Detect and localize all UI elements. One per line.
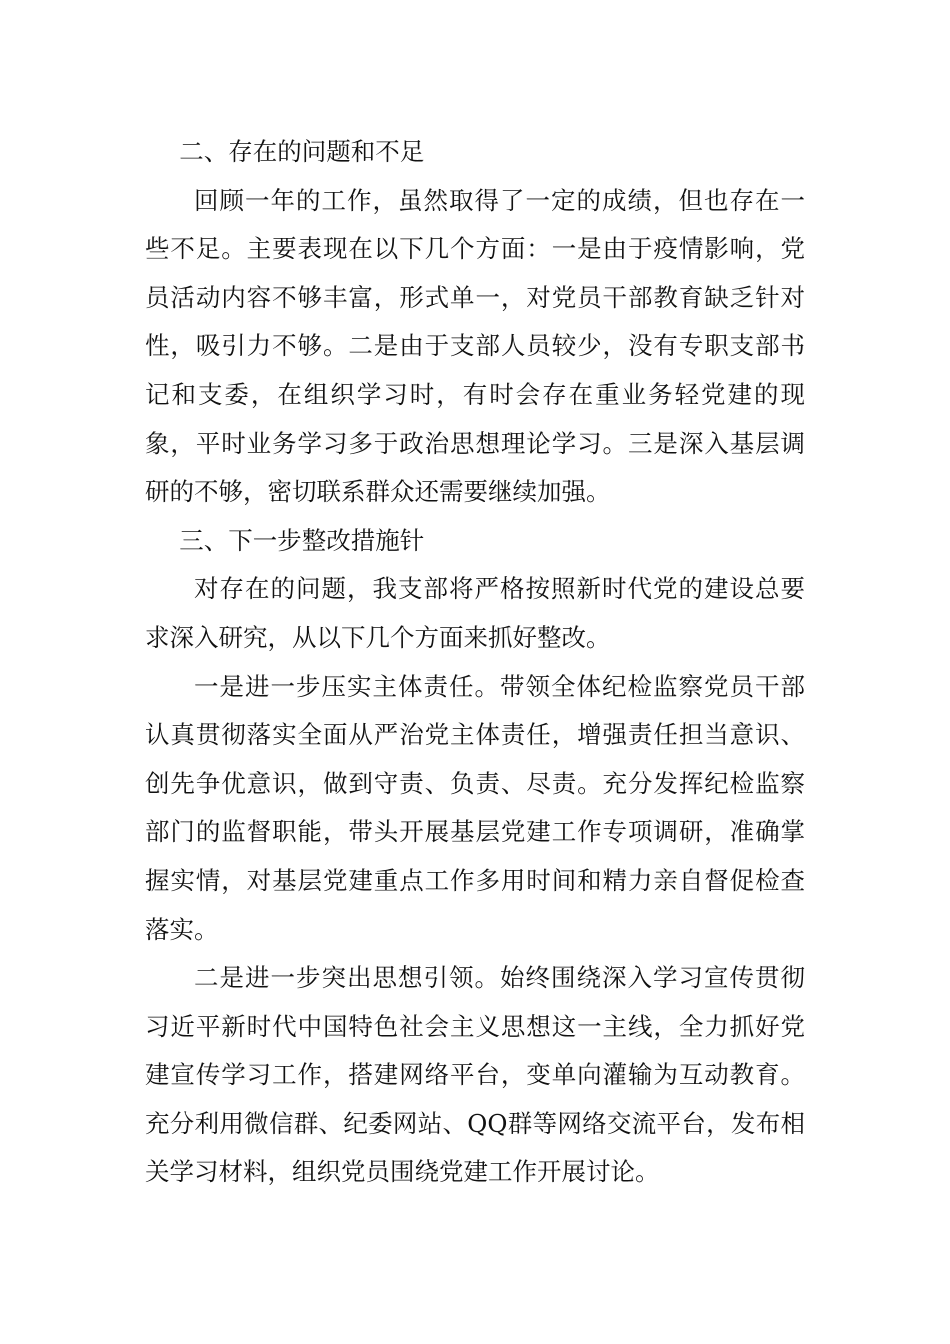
section-heading-measures: 三、下一步整改措施针	[179, 525, 425, 555]
section-heading-problems: 二、存在的问题和不足	[179, 137, 425, 166]
paragraph-measure-2: 二是进一步突出思想引领。始终围绕深入学习宣传贯彻习近平新时代中国特色社会主义思想这一主线，全力抓好党建宣传学习工作，搭建网络平台，变单向灌输为互动教育。充分利用微信群、纪委网站、QQ群等网络交流平台，发布相关学习材料，组织党员围绕党建工作开展讨论。	[145, 963, 805, 1187]
paragraph-measure-1: 一是进一步压实主体责任。带领全体纪检监察党员干部认真贯彻落实全面从严治党主体责任，增强责任担当意识、创先争优意识，做到守责、负责、尽责。充分发挥纪检监察部门的监督职能，带头开展基层党建工作专项调研，准确掌握实情，对基层党建重点工作多用时间和精力亲自督促检查落实。	[145, 671, 805, 944]
paragraph-problems: 回顾一年的工作，虽然取得了一定的成绩，但也存在一些不足。主要表现在以下几个方面：一是由于疫情影响，党员活动内容不够丰富，形式单一，对党员干部教育缺乏针对性，吸引力不够。二是由于支部人员较少，没有专职支部书记和支委，在组织学习时，有时会存在重业务轻党建的现象，平时业务学习多于政治思想理论学习。三是深入基层调研的不够，密切联系群众还需要继续加强。	[145, 185, 805, 507]
document-body	[145, 128, 805, 1197]
paragraph-intro: 对存在的问题，我支部将严格按照新时代党的建设总要求深入研究，从以下几个方面来抓好整改。	[145, 574, 805, 652]
